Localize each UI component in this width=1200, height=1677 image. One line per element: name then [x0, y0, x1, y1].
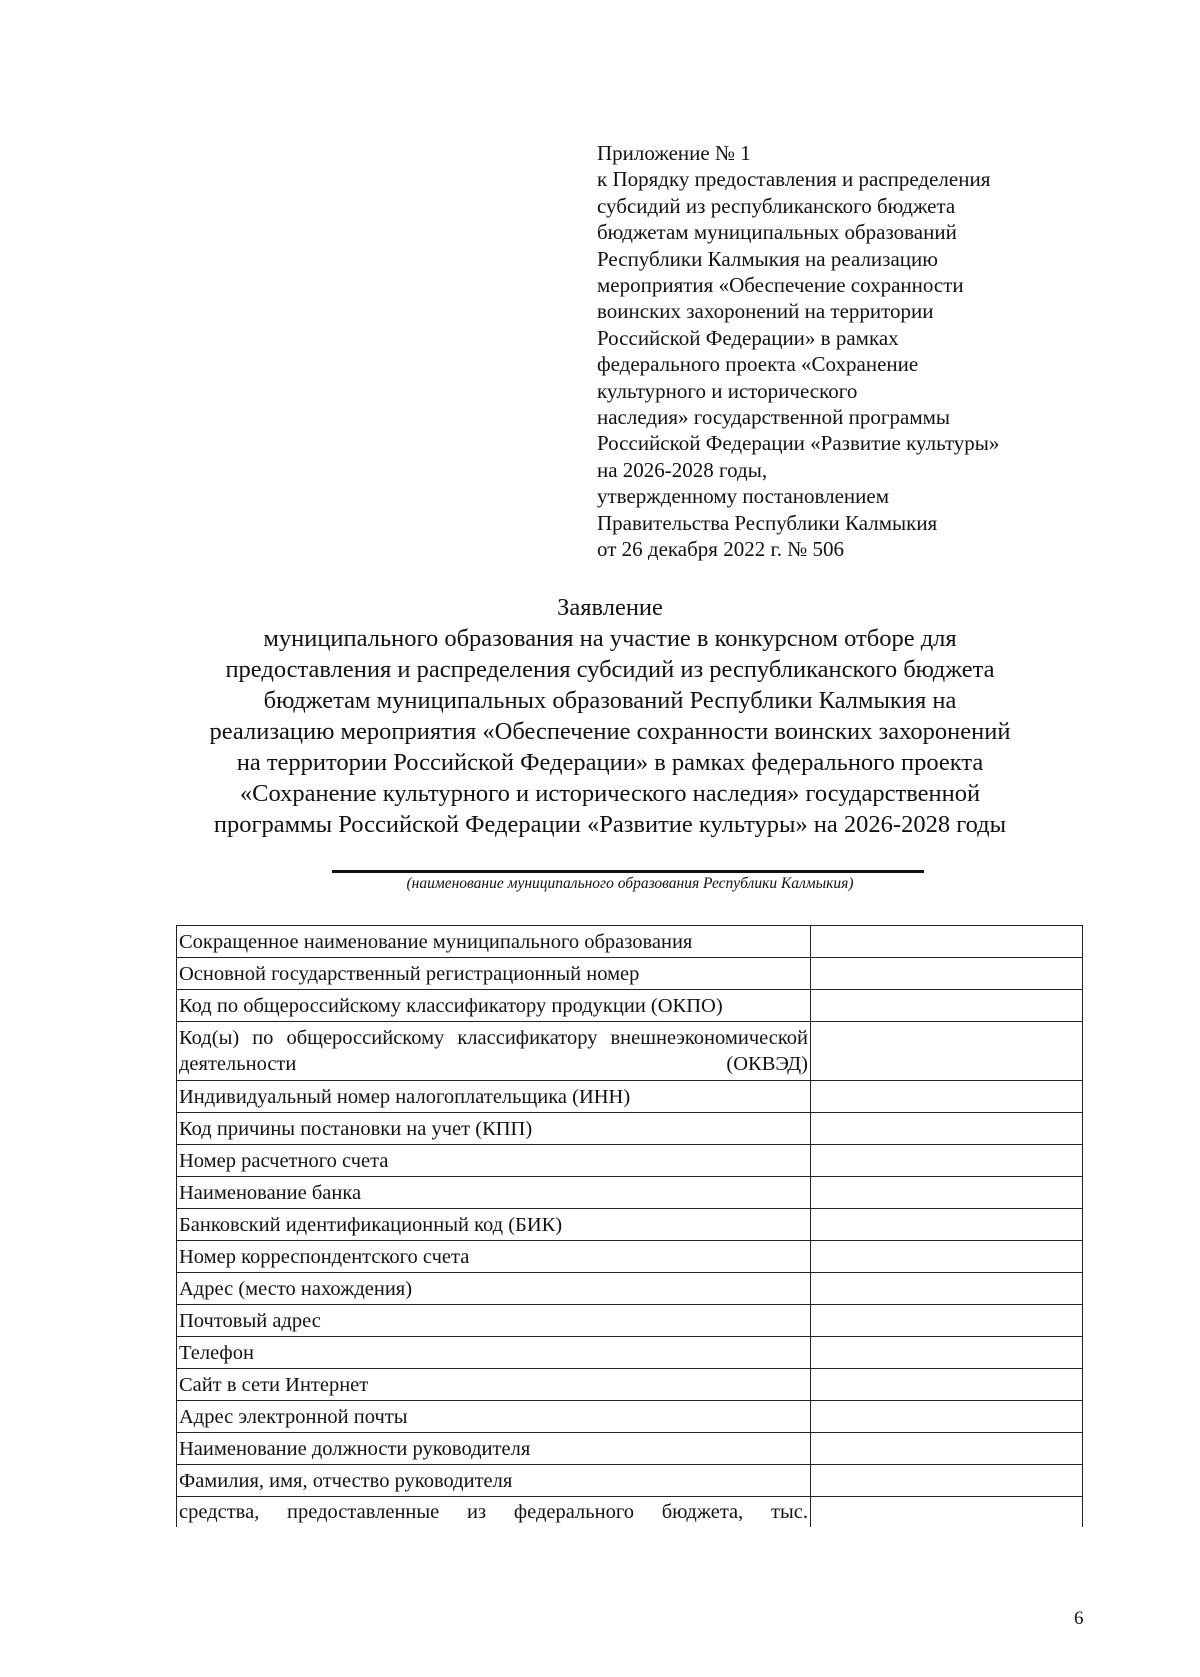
appendix-line: от 26 декабря 2022 г. № 506 — [597, 537, 844, 562]
title-heading: Заявление — [557, 594, 663, 621]
row-label: Адрес электронной почты — [177, 1401, 811, 1433]
row-label: Наименование должности руководителя — [177, 1433, 811, 1465]
title-line: бюджетам муниципальных образований Республики Калмыкия на — [263, 687, 957, 714]
table-row — [177, 1273, 1083, 1305]
row-label: Номер корреспондентского счета — [177, 1241, 811, 1273]
row-label: Телефон — [177, 1337, 811, 1369]
table-row — [177, 1465, 1083, 1497]
row-value-cell[interactable] — [811, 1369, 1083, 1401]
appendix-line: наследия» государственной программы — [597, 405, 951, 430]
row-value-cell[interactable] — [811, 1209, 1083, 1241]
title-line: реализацию мероприятия «Обеспечение сохранности воинских захоронений — [209, 718, 1011, 745]
municipality-caption: (наименование муниципального образования Республики Калмыкия) — [406, 875, 854, 892]
page-number: 6 — [1074, 1608, 1084, 1629]
table-row — [177, 1433, 1083, 1465]
row-value-cell[interactable] — [811, 1305, 1083, 1337]
table-row — [177, 1305, 1083, 1337]
row-label: Основной государственный регистрационный номер — [177, 958, 811, 990]
appendix-line: Российской Федерации «Развитие культуры» — [597, 431, 1000, 456]
requisites-table — [176, 925, 1083, 1527]
appendix-line: субсидий из республиканского бюджета — [597, 193, 956, 218]
table-row — [177, 1081, 1083, 1113]
table-row — [177, 1113, 1083, 1145]
table-row — [177, 1022, 1083, 1081]
table-row — [177, 1145, 1083, 1177]
appendix-line: федерального проекта «Сохранение — [597, 352, 919, 377]
appendix-line: бюджетам муниципальных образований — [597, 220, 957, 245]
row-label: Фамилия, имя, отчество руководителя — [177, 1465, 811, 1497]
row-label: Адрес (место нахождения) — [177, 1273, 811, 1305]
row-value-cell[interactable] — [811, 1113, 1083, 1145]
row-value-cell[interactable] — [811, 990, 1083, 1022]
appendix-line: культурного и исторического — [597, 378, 858, 403]
row-value-cell[interactable] — [811, 1433, 1083, 1465]
title-line: программы Российской Федерации «Развитие культуры» на 2026-2028 годы — [213, 811, 1007, 838]
row-value-cell[interactable] — [811, 1145, 1083, 1177]
municipality-name-line[interactable] — [332, 870, 924, 873]
appendix-line: Республики Калмыкия на реализацию — [597, 246, 938, 271]
table-row — [177, 990, 1083, 1022]
appendix-line: Приложение № 1 — [597, 141, 751, 165]
table-row — [177, 926, 1083, 958]
title-line: муниципального образования на участие в конкурсном отборе для — [263, 625, 957, 652]
table-row — [177, 1177, 1083, 1209]
title-line: предоставления и распределения субсидий из республиканского бюджета — [225, 656, 995, 683]
row-value-cell[interactable] — [811, 1081, 1083, 1113]
row-label: Код по общероссийскому классификатору продукции (ОКПО) — [177, 990, 811, 1022]
title-line: на территории Российской Федерации» в рамках федерального проекта — [236, 749, 984, 776]
table-row — [177, 1337, 1083, 1369]
row-label: Индивидуальный номер налогоплательщика (ИНН) — [177, 1081, 811, 1113]
row-value-cell[interactable] — [811, 1465, 1083, 1497]
table-row — [177, 1241, 1083, 1273]
row-label: средства, предоставленные из федерального бюджета, тыс. — [177, 1497, 811, 1528]
row-value-cell[interactable] — [811, 1177, 1083, 1209]
appendix-line: утвержденному постановлением — [597, 484, 890, 509]
row-value-cell[interactable] — [811, 1273, 1083, 1305]
appendix-line: воинских захоронений на территории — [597, 299, 934, 324]
appendix-line: к Порядку предоставления и распределения — [597, 167, 991, 192]
row-label: Номер расчетного счета — [177, 1145, 811, 1177]
row-label: Код причины постановки на учет (КПП) — [177, 1113, 811, 1145]
appendix-line: Российской Федерации» в рамках — [597, 325, 899, 350]
row-value-cell[interactable] — [811, 1497, 1083, 1528]
row-value-cell[interactable] — [811, 1022, 1083, 1081]
row-value-cell[interactable] — [811, 1337, 1083, 1369]
row-label: Код(ы) по общероссийскому классификатору внешнеэкономической деятельности (ОКВЭД) — [177, 1022, 811, 1081]
appendix-line: на 2026-2028 годы, — [597, 457, 768, 482]
table-row — [177, 958, 1083, 990]
table-row — [177, 1401, 1083, 1433]
row-value-cell[interactable] — [811, 1401, 1083, 1433]
title-line: «Сохранение культурного и исторического наследия» государственной — [239, 780, 981, 807]
row-label: Сокращенное наименование муниципального образования — [177, 926, 811, 958]
table-row — [177, 1209, 1083, 1241]
table-row — [177, 1497, 1083, 1528]
row-label: Почтовый адрес — [177, 1305, 811, 1337]
appendix-line: мероприятия «Обеспечение сохранности — [597, 273, 964, 298]
appendix-block — [597, 140, 1067, 563]
table-row — [177, 1369, 1083, 1401]
row-label: Сайт в сети Интернет — [177, 1369, 811, 1401]
row-label: Наименование банка — [177, 1177, 811, 1209]
row-value-cell[interactable] — [811, 1241, 1083, 1273]
row-label: Банковский идентификационный код (БИК) — [177, 1209, 811, 1241]
appendix-line: Правительства Республики Калмыкия — [597, 510, 938, 535]
row-value-cell[interactable] — [811, 926, 1083, 958]
document-title — [150, 592, 1070, 840]
row-value-cell[interactable] — [811, 958, 1083, 990]
